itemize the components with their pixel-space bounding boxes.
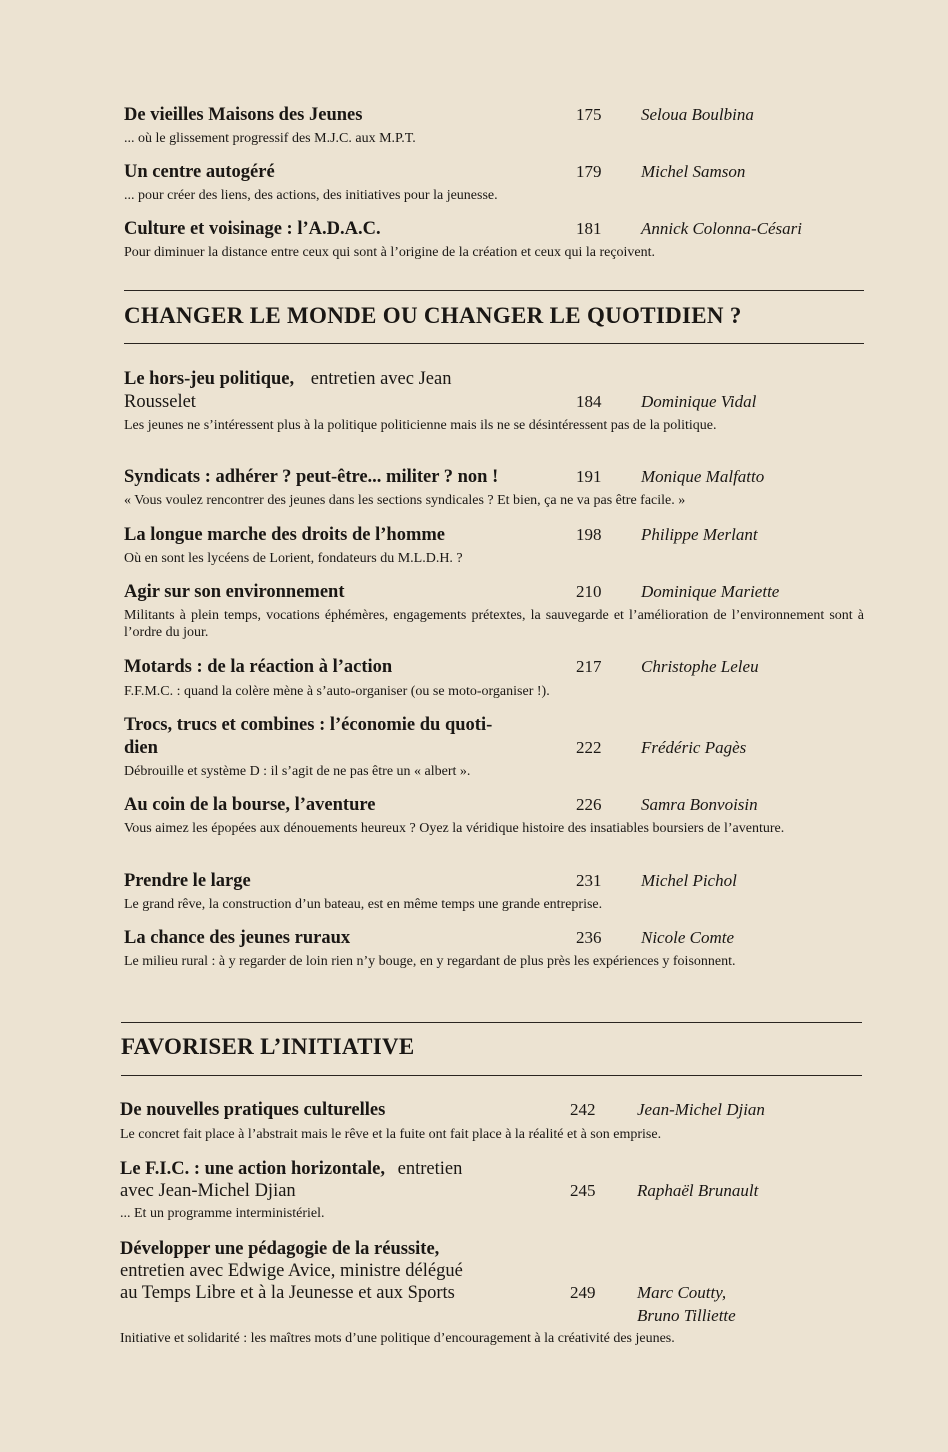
page-number: 231 [576,871,602,890]
entry-description: Les jeunes ne s’intéressent plus à la politique politicienne mais ils ne se désintéressent pas de la politique. [124,418,717,433]
author: Annick Colonna-Césari [641,219,803,238]
author: Seloua Boulbina [641,105,754,124]
page-number: 191 [576,467,602,486]
entry-title: Développer une pédagogie de la réussite, [120,1239,440,1259]
section-rule-top [121,1022,862,1023]
section-heading: CHANGER LE MONDE OU CHANGER LE QUOTIDIEN ? [124,303,742,328]
entry-description: Pour diminuer la distance entre ceux qui sont à l’origine de la création et ceux qui la reçoivent. [124,245,656,260]
page-number: 210 [576,582,602,601]
entry-title: Agir sur son environnement [124,582,345,602]
entry-description: ... où le glissement progressif des M.J.C. aux M.P.T. [124,131,416,146]
page-number: 217 [576,657,602,676]
entry-title-line2: Rousselet [124,392,196,412]
entry-description: Le milieu rural : à y regarder de loin rien n’y bouge, en y regardant de plus près les expériences y foisonnent. [124,954,736,969]
author: Christophe Leleu [641,657,759,676]
entry-description: Débrouille et système D : il s’agit de ne pas être un « albert ». [124,764,471,779]
entry-title: De nouvelles pratiques culturelles [120,1100,386,1120]
entry-description: Le concret fait place à l’abstrait mais le rêve et la fuite ont fait place à la réalité et à son emprise. [120,1127,662,1142]
entry-title: La chance des jeunes ruraux [124,928,351,948]
author: Michel Pichol [641,871,737,890]
section-rule-bottom [121,1075,862,1076]
author: Dominique Vidal [641,392,757,411]
entry-description: « Vous voulez rencontrer des jeunes dans les sections syndicales ? Et bien, ça ne va pas être facile. » [124,493,686,508]
entry-title-line2: dien [124,738,158,758]
author: Frédéric Pagès [641,738,747,757]
entry-description: Le grand rêve, la construction d’un bateau, est en même temps une grande entreprise. [124,897,603,912]
author: Nicole Comte [641,928,735,947]
entry-description: F.F.M.C. : quand la colère mène à s’auto-organiser (ou se moto-organiser !). [124,684,550,699]
entry-title: Au coin de la bourse, l’aventure [124,795,376,815]
entry-description: Vous aimez les épopées aux dénouements heureux ? Oyez la véridique histoire des insatiables boursiers de l’aventure. [124,821,785,836]
entry-title: Le F.I.C. : une action horizontale, [120,1159,385,1179]
entry-title: Un centre autogéré [124,162,275,182]
page-number: 181 [576,219,602,238]
entry-description: Initiative et solidarité : les maîtres mots d’une politique d’encouragement à la créativité des jeunes. [120,1331,675,1346]
page-number: 179 [576,162,602,181]
entry-description: Où en sont les lycéens de Lorient, fondateurs du M.L.D.H. ? [124,551,463,566]
section-rule-bottom [124,343,864,344]
entry-title-line2: entretien avec Edwige Avice, ministre délégué [120,1261,463,1281]
page-number: 245 [570,1181,596,1200]
author: Samra Bonvoisin [641,795,758,814]
entry-title-line3: au Temps Libre et à la Jeunesse et aux Sports [120,1283,455,1303]
author: Jean-Michel Djian [637,1100,765,1119]
page-number: 226 [576,795,602,814]
page-number: 242 [570,1100,596,1119]
entry-title: La longue marche des droits de l’homme [124,525,446,545]
entry-description: ... pour créer des liens, des actions, des initiatives pour la jeunesse. [124,188,498,203]
page-number: 184 [576,392,602,411]
entry-title-rest: entretien avec Jean [310,369,452,389]
entry-title: Motards : de la réaction à l’action [124,657,393,677]
entry-title: Trocs, trucs et combines : l’économie du quoti- [124,715,493,735]
author: Dominique Mariette [641,582,780,601]
page-number: 236 [576,928,602,947]
author: Michel Samson [641,162,746,181]
page-number: 198 [576,525,602,544]
entry-title: De vieilles Maisons des Jeunes [124,105,363,125]
entry-title: Syndicats : adhérer ? peut-être... militer ? non ! [124,467,499,487]
section-rule-top [124,290,864,291]
entry-title-line2: avec Jean-Michel Djian [120,1181,296,1201]
author: Monique Malfatto [641,467,765,486]
page-number: 222 [576,738,602,757]
page-number: 249 [570,1283,596,1302]
entry-title: Prendre le large [124,871,251,891]
author: Philippe Merlant [641,525,758,544]
entry-title: Le hors-jeu politique, [124,369,295,389]
author-line2: Bruno Tilliette [637,1306,736,1325]
entry-title-rest: entretien [397,1159,463,1179]
section-heading: FAVORISER L’INITIATIVE [121,1034,415,1059]
page-number: 175 [576,105,602,124]
entry-title: Culture et voisinage : l’A.D.A.C. [124,219,381,239]
author: Marc Coutty, [637,1283,727,1302]
entry-description: ... Et un programme interministériel. [120,1206,325,1221]
author: Raphaël Brunault [637,1181,759,1200]
entry-description: Militants à plein temps, vocations éphémères, engagements prétextes, la sauvegarde et l’amélioration de l’environnement sont à l’ordre du jour. [124,608,864,640]
